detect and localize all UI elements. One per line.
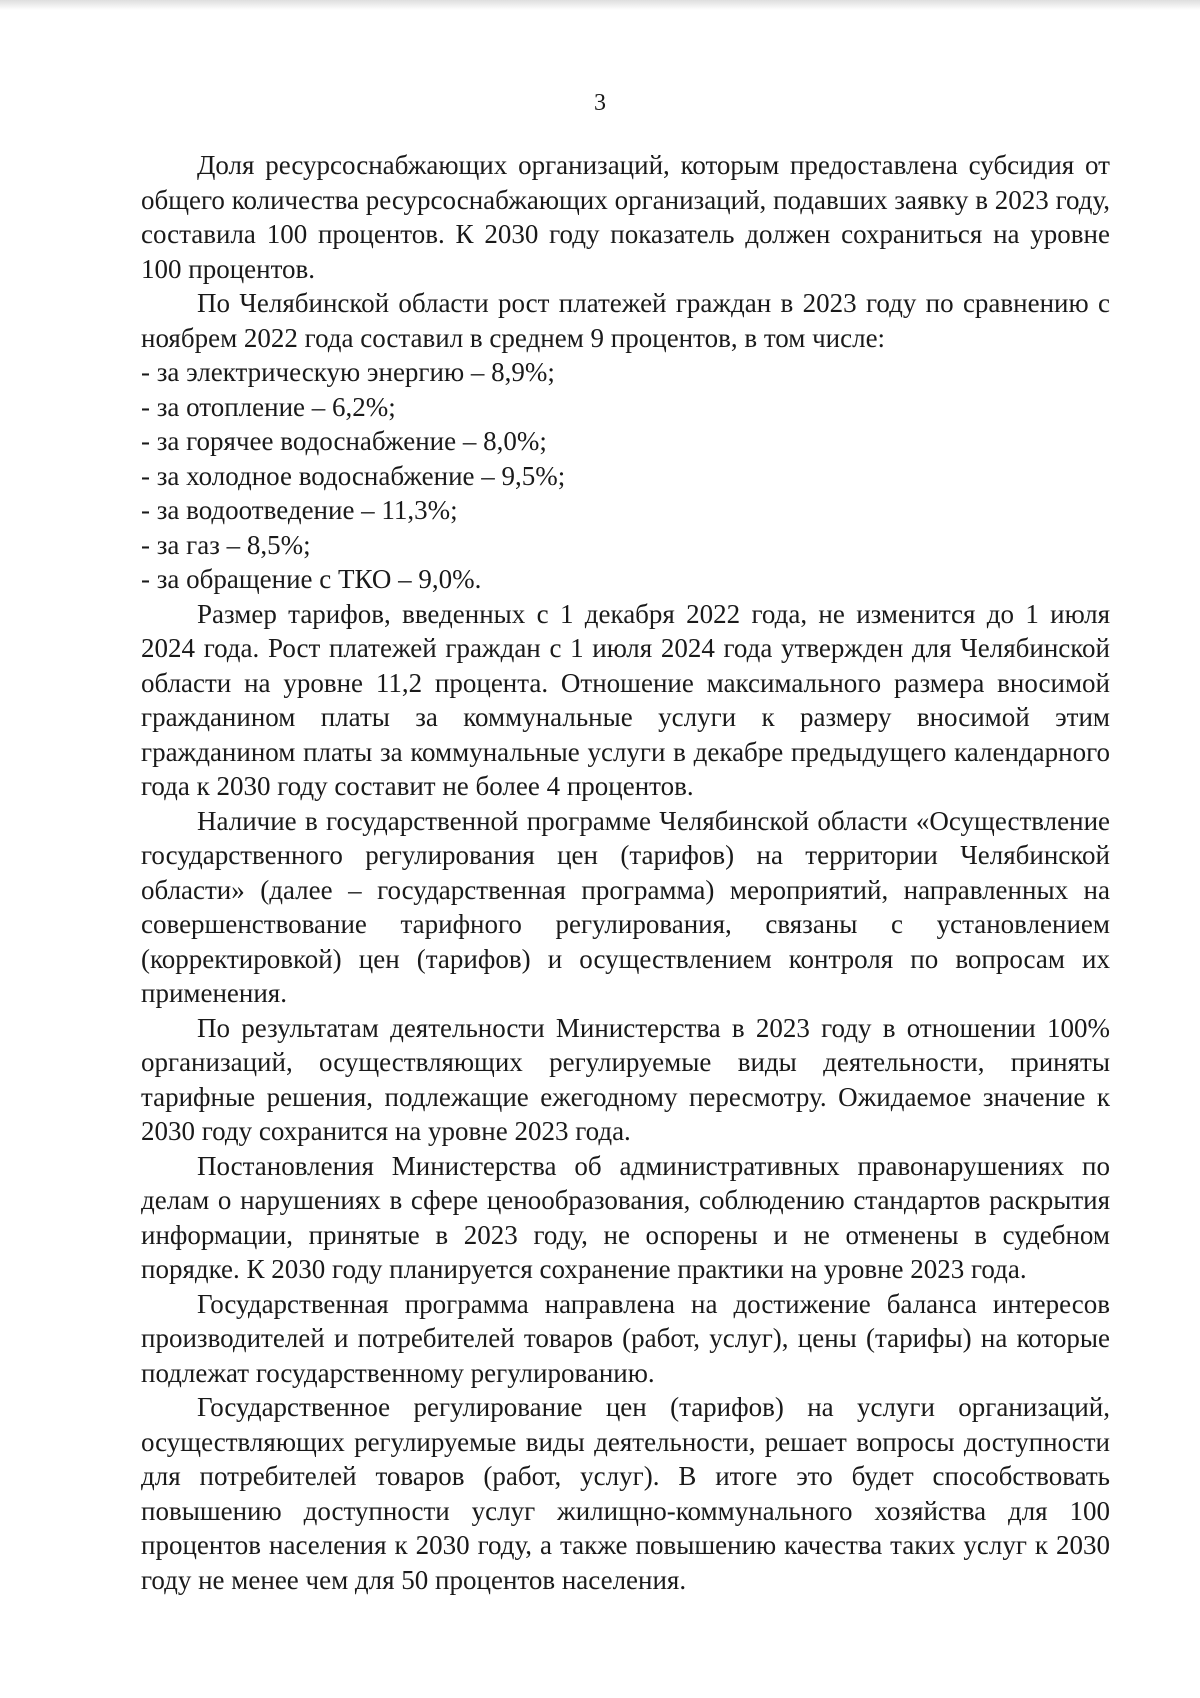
page-number: 3 <box>594 90 606 116</box>
paragraph-program-balance: Государственная программа направлена на достижение баланса интересов производителей и потребителей товаров (работ, услуг), цены (тарифы) на которые подлежат государственному регулированию. <box>141 1288 1110 1388</box>
list-item: - за электрическую энергию – 8,9%; <box>141 357 555 387</box>
list-item: - за газ – 8,5%; <box>141 529 311 560</box>
paragraph-payment-growth: По Челябинской области рост платежей граждан в 2023 году по сравнению с ноябрем 2022 года составил в среднем 9 процентов, в том числе: <box>141 288 1110 353</box>
paragraph-subsidy-share: Доля ресурсоснабжающих организаций, которым предоставлена субсидия от общего количества ресурсоснабжающих организаций, подавших заявку в 2023 году, составила 100 процентов. К 2030 году показатель должен сохраниться на уровне 100 процентов. <box>141 150 1110 284</box>
list-item: - за холодное водоснабжение – 9,5%; <box>141 460 566 491</box>
paragraph-state-regulation: Государственное регулирование цен (тарифов) на услуги организаций, осуществляющих регулируемые виды деятельности, решает вопросы доступности для потребителей товаров (работ, услуг). В итоге это будет способствовать повышению доступности услуг жилищно-коммунального хозяйства для 100 процентов населения к 2030 году, а также повышению качества таких услуг к 2030 году не менее чем для 50 процентов населения. <box>141 1392 1110 1595</box>
payment-growth-list <box>141 355 1110 597</box>
list-item: - за горячее водоснабжение – 8,0%; <box>141 426 547 456</box>
document-body <box>141 148 1110 1597</box>
paragraph-administrative-rulings: Постановления Министерства об административных правонарушениях по делам о нарушениях в сфере ценообразования, соблюдению стандартов раскрытия информации, принятые в 2023 году, не оспорены и не отменены в судебном порядке. К 2030 году планируется сохранение практики на уровне 2023 года. <box>141 1150 1110 1284</box>
paragraph-state-program: Наличие в государственной программе Челябинской области «Осуществление государственного регулирования цен (тарифов) на территории Челябинской области» (далее – государственная программа) мероприятий, направленных на совершенствование тарифного регулирования, связаны с установлением (корректировкой) цен (тарифов) и осуществлением контроля по вопросам их применения. <box>141 805 1110 1008</box>
list-item: - за водоотведение – 11,3%; <box>141 495 458 525</box>
list-item: - за обращение с ТКО – 9,0%. <box>141 564 482 594</box>
list-item: - за отопление – 6,2%; <box>141 391 396 422</box>
scan-edge-shadow <box>0 0 1200 10</box>
paragraph-tariff-size: Размер тарифов, введенных с 1 декабря 2022 года, не изменится до 1 июля 2024 года. Рост платежей граждан с 1 июля 2024 года утвержден для Челябинской области на уровне 11,2 процента. Отношение максимального размера вносимой гражданином платы за коммунальные услуги к размеру вносимой этим гражданином платы за коммунальные услуги в декабре предыдущего календарного года к 2030 году составит не более 4 процентов. <box>141 598 1110 801</box>
paragraph-ministry-results: По результатам деятельности Министерства в 2023 году в отношении 100% организаций, осуществляющих регулируемые виды деятельности, приняты тарифные решения, подлежащие ежегодному пересмотру. Ожидаемое значение к 2030 году сохранится на уровне 2023 года. <box>141 1012 1110 1146</box>
